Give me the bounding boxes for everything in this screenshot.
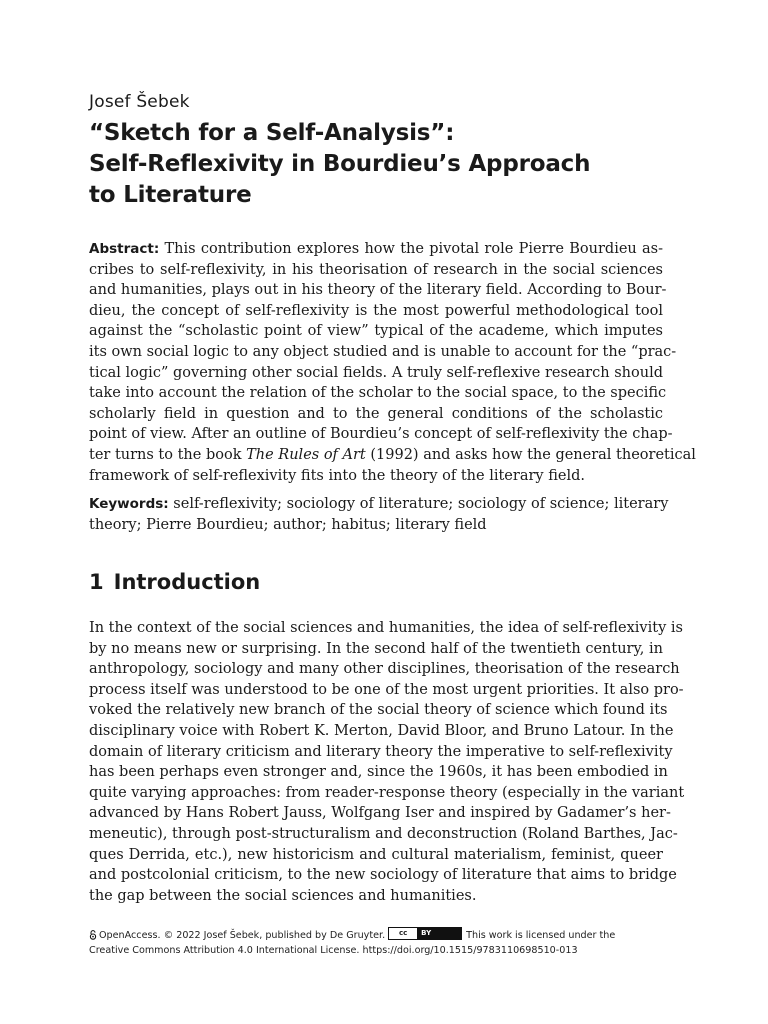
body-line: process itself was understood to be one of the most urgent priorities. It also pro- (89, 681, 684, 698)
cc-by-license-badge[interactable] (388, 927, 462, 940)
body-line: voked the relatively new branch of the social theory of science which found its (89, 702, 668, 719)
by-icon: BY (417, 928, 461, 939)
body-line: In the context of the social sciences and humanities, the idea of self-reflexivity is (89, 620, 683, 636)
abstract-line: scholarly field in question and to the general conditions of the scholastic (89, 405, 663, 422)
abstract-line: framework of self-reflexivity fits into the theory of the literary field. (89, 467, 585, 484)
open-access-lock-icon (89, 930, 97, 940)
abstract-line: tical logic” governing other social fields. A truly self-reflexive research should (89, 364, 663, 381)
license-doi-line[interactable]: Creative Commons Attribution 4.0 International License. https://doi.org/10.1515/9783110698510-013 (89, 945, 578, 956)
keywords (89, 494, 669, 535)
title-line-2: Self-Reflexivity in Bourdieu’s Approach (89, 151, 591, 177)
author-name: Josef Šebek (89, 92, 190, 112)
section-number: 1 (89, 570, 104, 594)
abstract-line: dieu, the concept of self-reflexivity is the most powerful methodological tool (89, 302, 663, 319)
abstract-line: Abstract: This contribution explores how the pivotal role Pierre Bourdieu as- (89, 241, 663, 257)
keywords-line: theory; Pierre Bourdieu; author; habitus; literary field (89, 516, 487, 533)
title-line-1: “Sketch for a Self-Analysis”: (89, 120, 455, 146)
abstract-line: and humanities, plays out in his theory of the literary field. According to Bour- (89, 282, 667, 299)
introduction-body (89, 618, 685, 906)
section-title: Introduction (113, 570, 261, 594)
keywords-line: Keywords: self-reflexivity; sociology of literature; sociology of science; literary (89, 496, 669, 512)
license-footer (89, 927, 669, 958)
open-access-statement: OpenAccess. © 2022 Josef Šebek, published by De Gruyter. (99, 930, 386, 941)
footer-line-1 (89, 927, 669, 943)
body-line: ques Derrida, etc.), new historicism and cultural materialism, feminist, queer (89, 846, 663, 863)
abstract-line: cribes to self-reflexivity, in his theorisation of research in the social sciences (89, 261, 663, 278)
body-line: anthropology, sociology and many other disciplines, theorisation of the research (89, 661, 680, 678)
body-line: has been perhaps even stronger and, since the 1960s, it has been embodied in (89, 764, 668, 781)
keywords-label: Keywords: (89, 496, 169, 512)
abstract-line: ter turns to the book The Rules of Art (1992) and asks how the general theoretical (89, 446, 696, 463)
body-line: disciplinary voice with Robert K. Merton, David Bloor, and Bruno Latour. In the (89, 722, 674, 739)
body-line: advanced by Hans Robert Jauss, Wolfgang Iser and inspired by Gadamer’s her- (89, 805, 671, 822)
body-line: quite varying approaches: from reader-response theory (especially in the variant (89, 784, 685, 801)
body-line: by no means new or surprising. In the second half of the twentieth century, in (89, 640, 663, 657)
book-title: The Rules of Art (246, 446, 366, 463)
abstract-line: point of view. After an outline of Bourdieu’s concept of self-reflexivity the chap- (89, 426, 673, 443)
title-line-3: to Literature (89, 182, 252, 208)
body-line: meneutic), through post-structuralism and deconstruction (Roland Barthes, Jac- (89, 825, 678, 842)
body-line: domain of literary criticism and literary theory the imperative to self-reflexivity (89, 743, 673, 760)
section-heading (89, 570, 260, 594)
abstract-line: its own social logic to any object studied and is unable to account for the “prac- (89, 343, 677, 360)
paper-title (89, 118, 689, 211)
abstract-line: take into account the relation of the scholar to the social space, to the specific (89, 385, 667, 402)
abstract-line: against the “scholastic point of view” typical of the academe, which imputes (89, 323, 663, 340)
license-text: This work is licensed under the (466, 930, 616, 941)
abstract (89, 239, 696, 486)
body-line: and postcolonial criticism, to the new sociology of literature that aims to bridge (89, 867, 677, 884)
cc-icon: cc (389, 928, 417, 939)
abstract-label: Abstract: (89, 241, 160, 257)
body-line: the gap between the social sciences and humanities. (89, 887, 477, 904)
